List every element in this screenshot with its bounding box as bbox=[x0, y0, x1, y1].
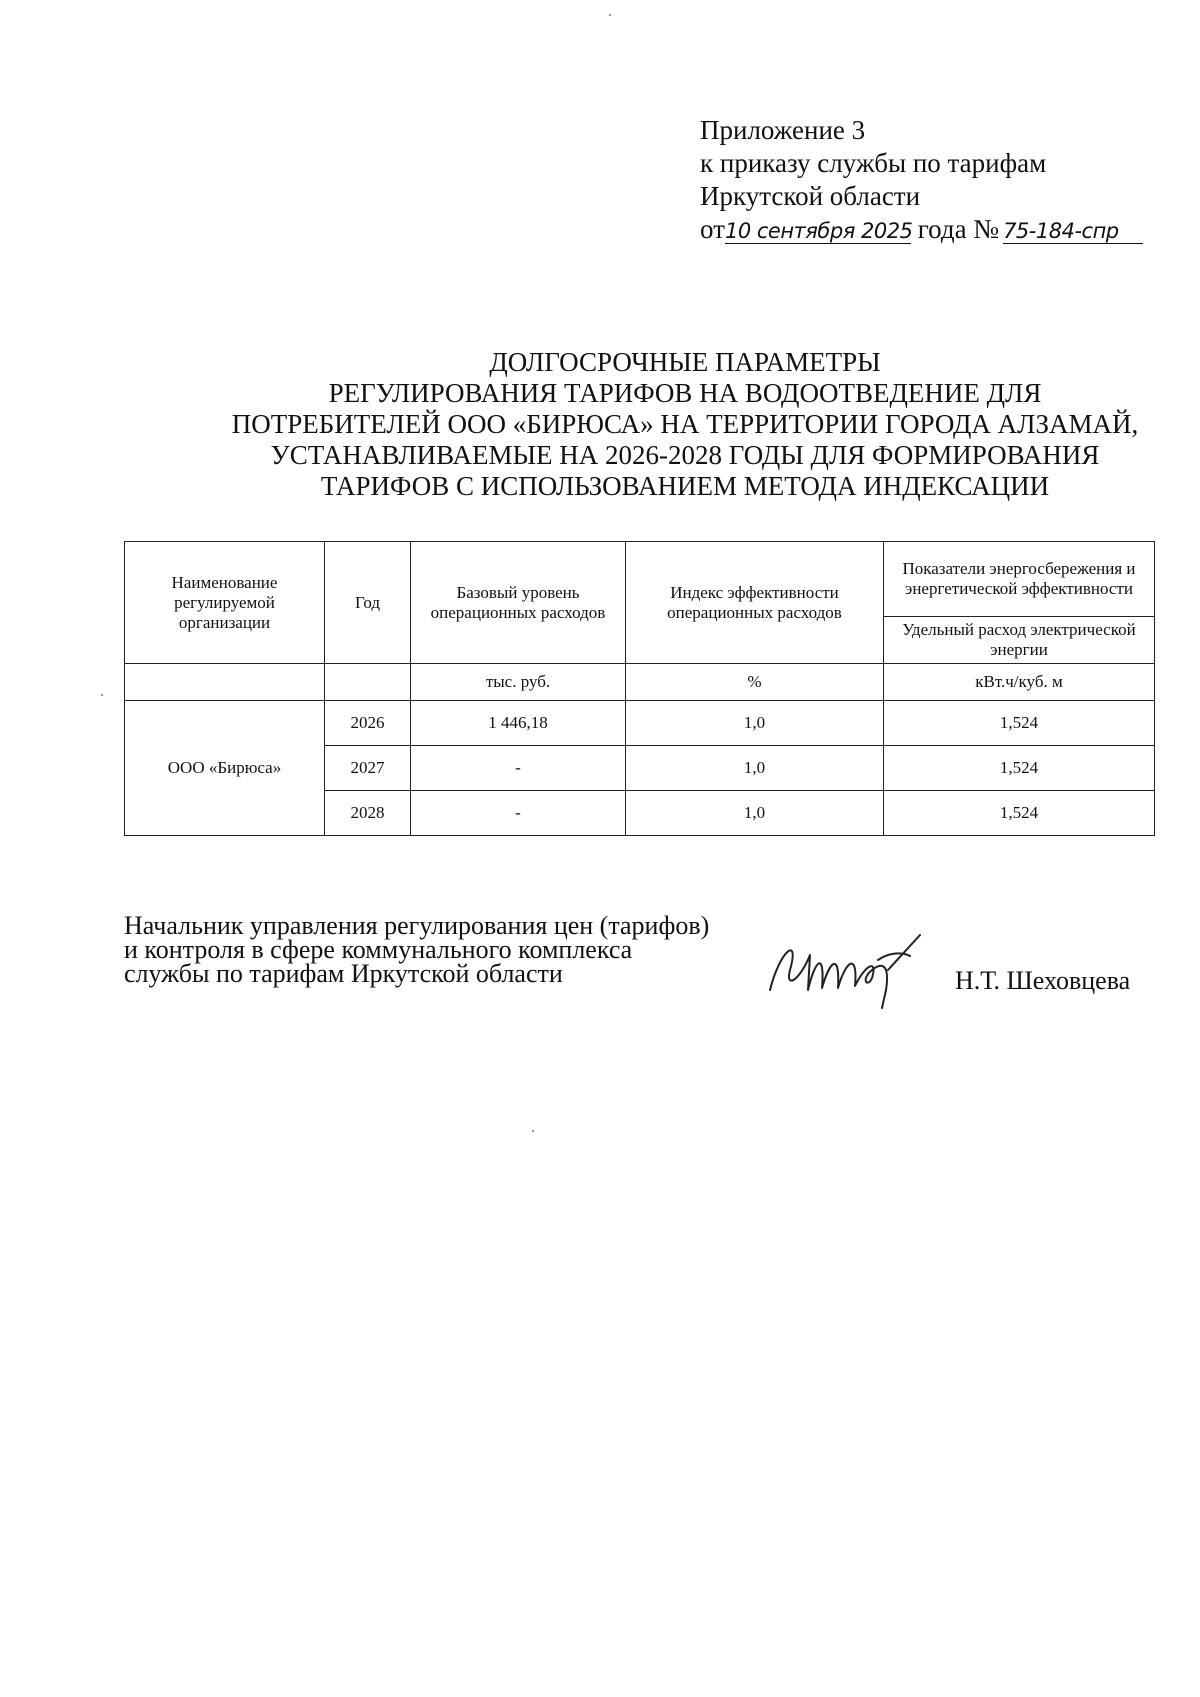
header-specific-consumption: Удельный расход электрической энергии bbox=[884, 617, 1155, 664]
from-prefix: от bbox=[700, 214, 725, 244]
appendix-date-line bbox=[700, 213, 1143, 246]
table-row bbox=[125, 701, 1155, 746]
year-number-label: года № bbox=[917, 214, 1000, 244]
unit-specific-consumption: кВт.ч/куб. м bbox=[884, 664, 1155, 701]
document-title bbox=[200, 347, 1170, 502]
signatory-position-line-2: и контроля в сфере коммунального комплекса bbox=[124, 935, 633, 964]
signatory-position-line-3: службы по тарифам Иркутской области bbox=[124, 959, 563, 988]
row-specific-consumption: 1,524 bbox=[884, 791, 1155, 836]
header-organization: Наименование регулируемой организации bbox=[125, 542, 325, 664]
unit-empty-cell bbox=[125, 664, 325, 701]
handwritten-order-number: 75-184-спр bbox=[1003, 219, 1143, 244]
row-base-level: - bbox=[411, 746, 626, 791]
handwritten-date: 10 сентября 2025 bbox=[724, 219, 913, 243]
row-base-level: 1 446,18 bbox=[411, 701, 626, 746]
title-line-1: ДОЛГОСРОЧНЫЕ ПАРАМЕТРЫ bbox=[489, 347, 881, 377]
row-year: 2026 bbox=[325, 701, 411, 746]
appendix-region: Иркутской области bbox=[700, 181, 921, 211]
header-base-level: Базовый уровень операционных расходов bbox=[411, 542, 626, 664]
appendix-number: Приложение 3 bbox=[700, 115, 866, 145]
title-line-2: РЕГУЛИРОВАНИЯ ТАРИФОВ НА ВОДООТВЕДЕНИЕ ДЛЯ bbox=[328, 378, 1042, 408]
header-efficiency-index: Индекс эффективности операционных расходов bbox=[626, 542, 884, 664]
scan-speck bbox=[532, 1130, 534, 1132]
row-year: 2027 bbox=[325, 746, 411, 791]
row-specific-consumption: 1,524 bbox=[884, 701, 1155, 746]
organization-name: ООО «Бирюса» bbox=[125, 701, 325, 836]
signatory-position-line-1: Начальник управления регулирования цен (тарифов) bbox=[124, 911, 710, 940]
title-line-3: ПОТРЕБИТЕЛЕЙ ООО «БИРЮСА» НА ТЕРРИТОРИИ ГОРОДА АЛЗАМАЙ, bbox=[231, 409, 1139, 439]
title-line-5: ТАРИФОВ С ИСПОЛЬЗОВАНИЕМ МЕТОДА ИНДЕКСАЦИИ bbox=[320, 471, 1050, 501]
row-efficiency-index: 1,0 bbox=[626, 791, 884, 836]
appendix-header bbox=[700, 114, 1143, 246]
header-energy-indicators: Показатели энергосбережения и энергетической эффективности bbox=[884, 542, 1155, 617]
signatory-name: Н.Т. Шеховцева bbox=[955, 966, 1131, 995]
row-specific-consumption: 1,524 bbox=[884, 746, 1155, 791]
unit-empty-cell bbox=[325, 664, 411, 701]
header-year: Год bbox=[325, 542, 411, 664]
tariff-parameters-table bbox=[124, 541, 1155, 836]
title-line-4: УСТАНАВЛИВАЕМЫЕ НА 2026-2028 ГОДЫ ДЛЯ ФОРМИРОВАНИЯ bbox=[270, 440, 1100, 470]
unit-efficiency-index: % bbox=[626, 664, 884, 701]
row-efficiency-index: 1,0 bbox=[626, 746, 884, 791]
row-year: 2028 bbox=[325, 791, 411, 836]
row-efficiency-index: 1,0 bbox=[626, 701, 884, 746]
scan-speck bbox=[609, 14, 611, 16]
scan-speck bbox=[101, 694, 103, 696]
row-base-level: - bbox=[411, 791, 626, 836]
appendix-order-ref: к приказу службы по тарифам bbox=[700, 148, 1047, 178]
unit-base-level: тыс. руб. bbox=[411, 664, 626, 701]
signatory-position bbox=[124, 911, 710, 988]
handwritten-signature bbox=[760, 930, 960, 1010]
